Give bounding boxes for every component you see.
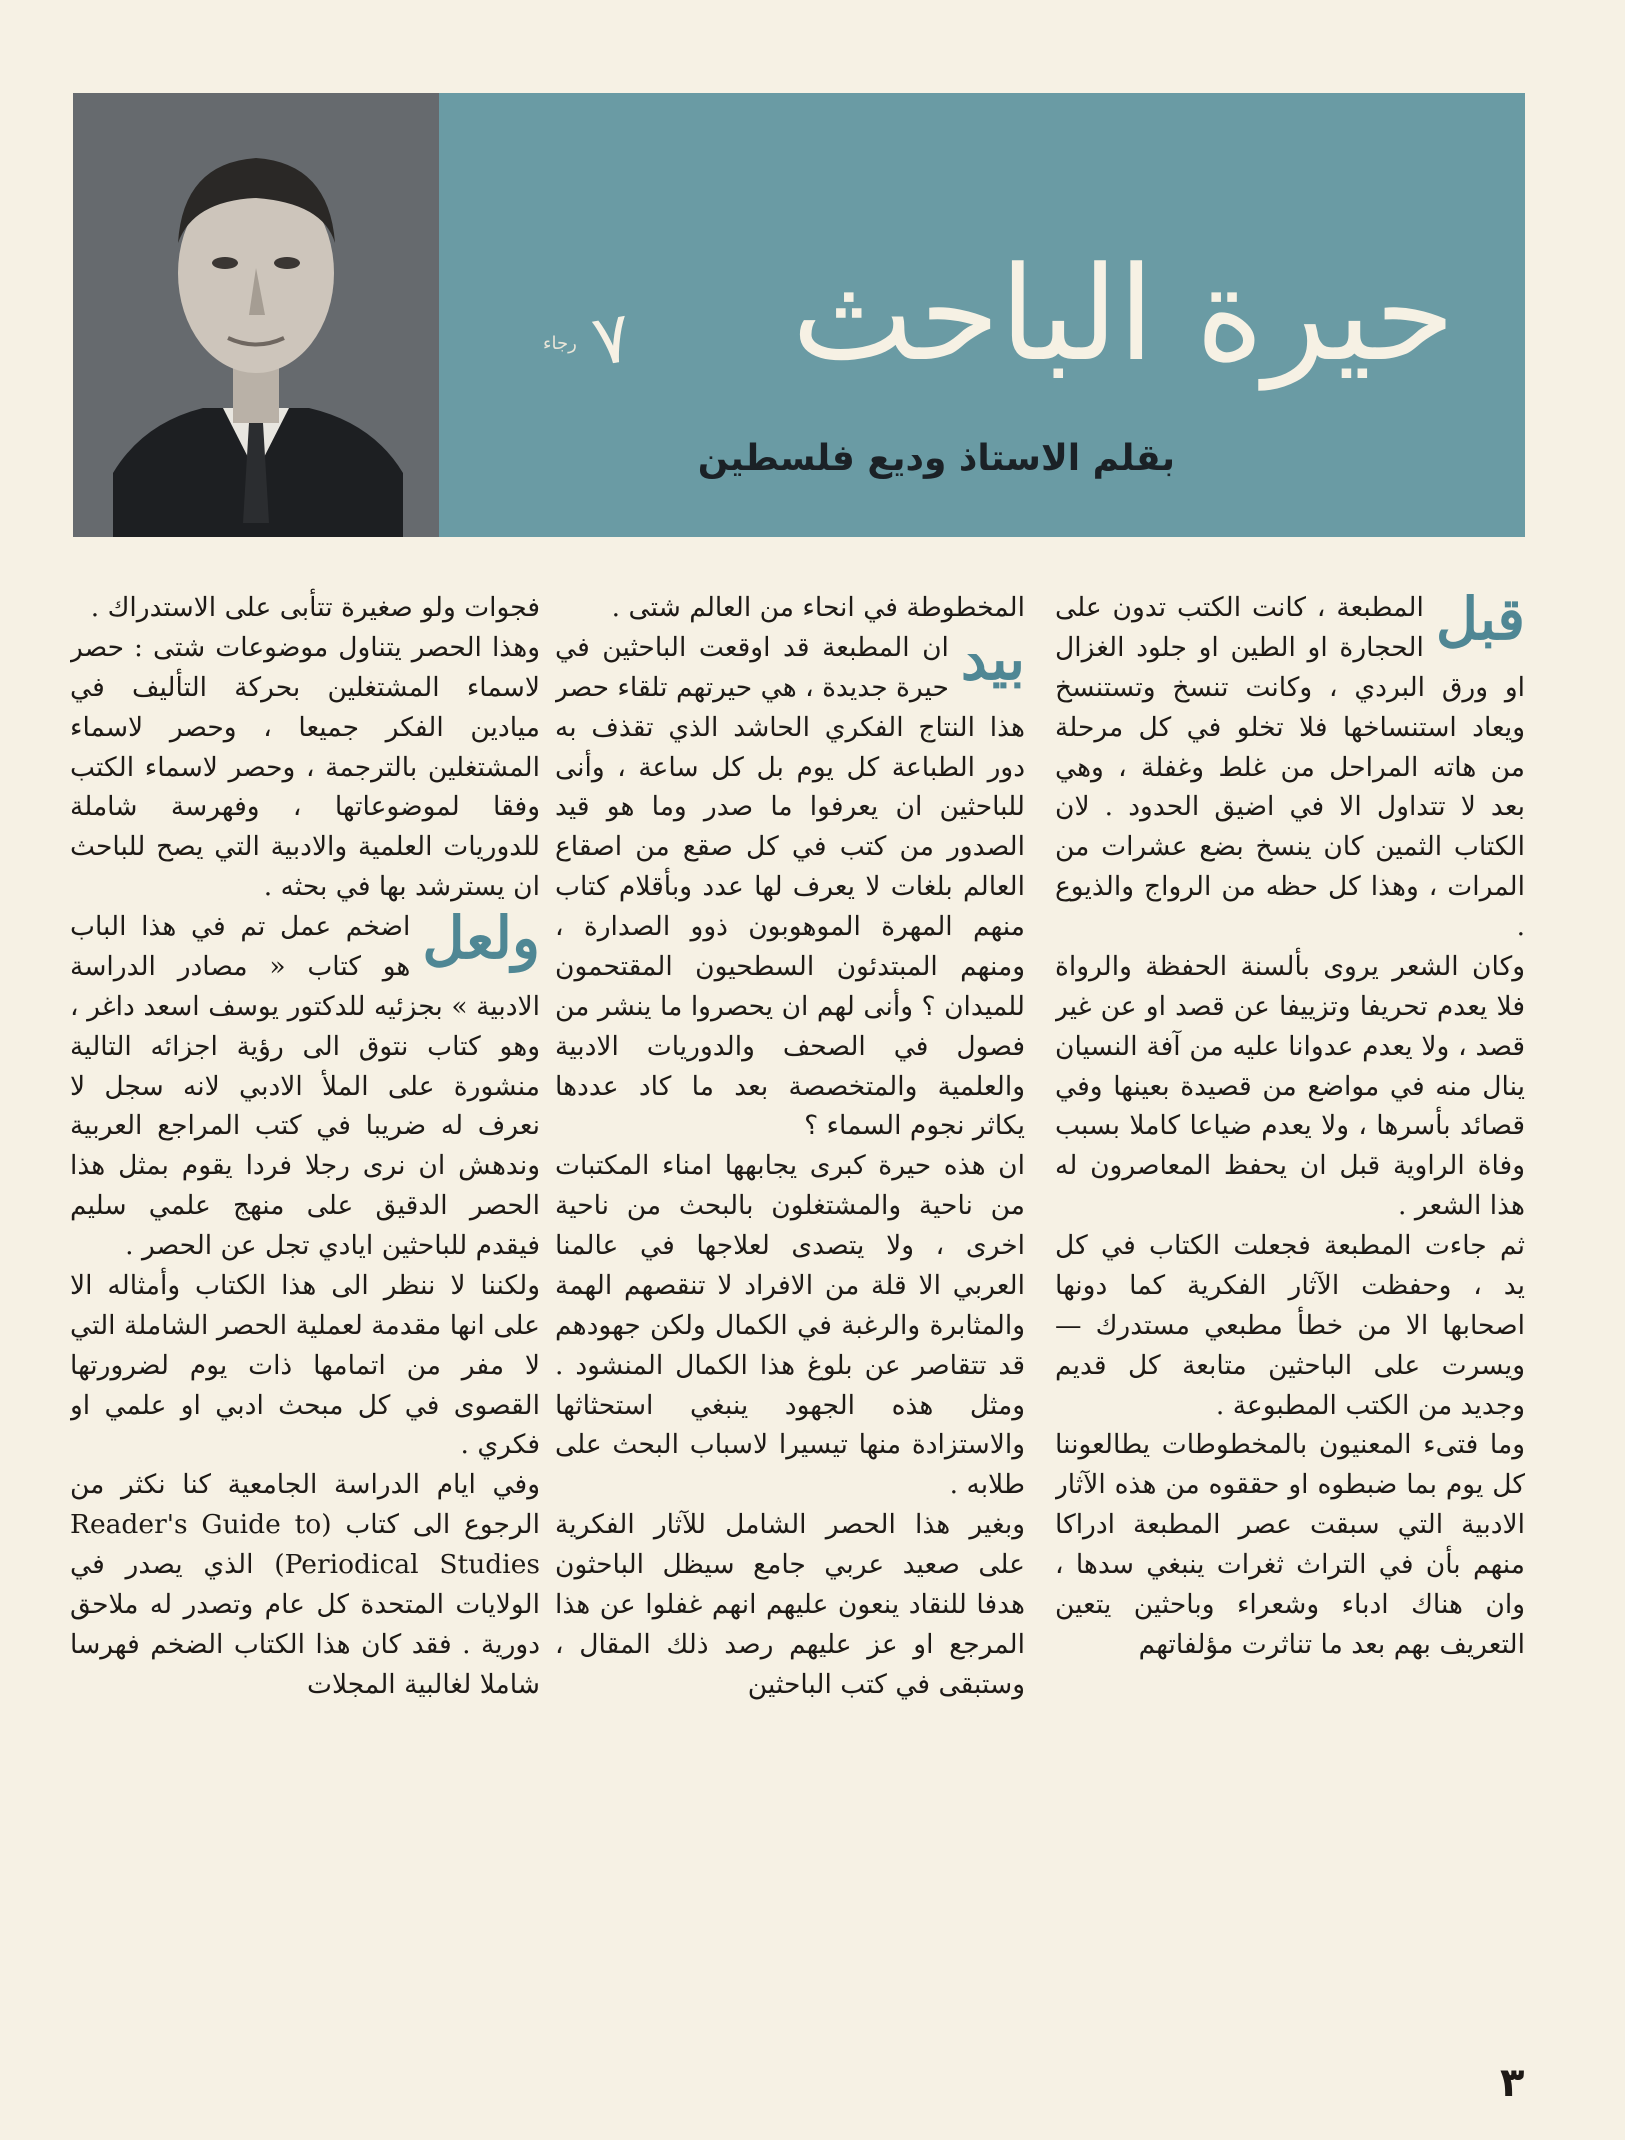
title-ornament: ٧ — [586, 295, 638, 383]
drop-cap-word: ولعل — [422, 904, 540, 972]
paragraph — [70, 904, 540, 1266]
article-header — [73, 93, 1525, 537]
paragraph: فجوات ولو صغيرة تتأبى على الاستدراك . — [90, 592, 540, 623]
paragraph: وهذا الحصر يتناول موضوعات شتى : حصر لاسماء المشتغلين بحركة التأليف في ميادين الفكر جميعا ، وحصر لاسماء المشتغلين بالترجمة ، وحصر لاسماء الكتب وفقا لموضوعاتها ، وفهرسة شاملة للدوريات العلمية والادبية التي يصح للباحث ان يسترشد بها في بحثه . — [70, 631, 540, 903]
paragraph-text: ان المطبعة قد اوقعت الباحثين في حيرة جديدة ، هي حيرتهم تلقاء حصر هذا النتاج الفكري الحاشد الذي تقذف به دور الطباعة كل يوم بل كل ساعة ، وأنى للباحثين ان يعرفوا ما صدر وما هو قيد الصدور من كتب في كل صقع من اصقاع العالم بلغات لا يعرف لها عدد وبأقلام كتاب منهم المهرة الموهوبون ذوو الصدارة ، ومنهم المبتدئون السطحيون المقتحمون للميدان ؟ وأنى لهم ان يحصروا ما ينشر من فصول في الصحف والدوريات الادبية والعلمية والمتخصصة بعد ما كاد عددها يكاثر نجوم السماء ؟ — [555, 631, 1025, 1142]
text-column-1 — [1055, 588, 1525, 2118]
author-portrait — [73, 93, 439, 537]
drop-cap-word: بيد — [960, 624, 1025, 693]
drop-cap-word: قبل — [1435, 588, 1525, 653]
paragraph — [555, 624, 1025, 1146]
paragraph: وبغير هذا الحصر الشامل للآثار الفكرية على صعيد عربي جامع سيظل الباحثون هدفا للنقاد ينعون عليهم انهم غفلوا عن هذا المرجع او عز عليهم رصد ذلك المقال ، وستبقى في كتب الباحثين — [555, 1509, 1025, 1700]
paragraph: ولكننا لا ننظر الى هذا الكتاب وأمثاله الا على انها مقدمة لعملية الحصر الشاملة التي لا مفر من اتمامها ذات يوم لضرورتها القصوى في كل مبحث ادبي او علمي او فكري . — [70, 1269, 540, 1461]
paragraph — [1055, 588, 1525, 947]
paragraph: المخطوطة في انحاء من العالم شتى . — [611, 592, 1025, 623]
paragraph: وفي ايام الدراسة الجامعية كنا نكثر من الرجوع الى كتاب (Reader's Guide to Periodical Studies) الذي يصدر في الولايات المتحدة كل عام وتصدر له ملاحق دورية . فقد كان هذا الكتاب الضخم فهرسا شاملا لغالبية المجلات — [70, 1469, 540, 1700]
paragraph: وما فتىء المعنيون بالمخطوطات يطالعوننا كل يوم بما ضبطوه او حققوه من هذه الآثار الادبية التي سبقت عصر المطبعة ادراكا منهم بأن في التراث ثغرات ينبغي سدها ، وان هناك ادباء وشعراء وباحثين يتعين التعريف بهم بعد ما تناثرت مؤلفاتهم — [1055, 1429, 1525, 1660]
calligrapher-signature: رجاء — [543, 333, 577, 354]
paragraph-text: اضخم عمل تم في هذا الباب هو كتاب « مصادر الدراسة الادبية » بجزئيه للدكتور يوسف اسعد داغر ، وهو كتاب نتوق الى رؤية اجزائه التالية منشورة على الملأ الادبي لانه سجل لا نعرف له ضريبا في كتب المراجع العربية وندهش ان نرى رجلا فردا يقوم بمثل هذا الحصر الدقيق على منهج علمي سليم فيقدم للباحثين ايادي تجل عن الحصر . — [70, 911, 540, 1261]
author-byline: بقلم الاستاذ وديع فلسطين — [697, 438, 1175, 479]
text-column-2 — [555, 588, 1025, 2118]
paragraph: وكان الشعر يروى بألسنة الحفظة والرواة فلا يعدم تحريفا وتزييفا عن قصد او عن غير قصد ، ولا يعدم عدوانا عليه من آفة النسيان ينال منه في مواضع من قصيدة بعينها وفي قصائد بأسرها ، ولا يعدم ضياعا كاملا بسبب وفاة الراوية قبل ان يحفظ المعاصرون له هذا الشعر . — [1055, 950, 1525, 1222]
paragraph: ان هذه حيرة كبرى يجابهها امناء المكتبات من ناحية والمشتغلون بالبحث من ناحية اخرى ، ولا يتصدى لعلاجها في عالمنا العربي الا قلة من الافراد لا تنقصهم الهمة والمثابرة والرغبة في الكمال ولكن جهودهم قد تتقاصر عن بلوغ هذا الكمال المنشود . ومثل هذه الجهود ينبغي استحثاثها والاستزادة منها تيسيرا لاسباب البحث على طلابه . — [555, 1150, 1025, 1501]
paragraph-text: المطبعة ، كانت الكتب تدون على الحجارة او الطين او جلود الغزال او ورق البردي ، وكانت تنسخ وتستنسخ ويعاد استنساخها فلا تخلو في كل مرحلة من هاته المراحل من غلط وغفلة ، وهي بعد لا تتداول الا في اضيق الحدود . لان الكتاب الثمين كان ينسخ بضع عشرات من المرات ، وهذا كل حظه من الرواج والذيوع . — [1055, 592, 1525, 942]
text-column-3 — [70, 588, 540, 2118]
page-number: ٣ — [1500, 2060, 1525, 2106]
article-title: حيرة الباحث — [791, 238, 1455, 390]
paragraph: ثم جاءت المطبعة فجعلت الكتاب في كل يد ، وحفظت الآثار الفكرية كما دونها اصحابها الا من خطأ مطبعي مستدرك — ويسرت على الباحثين متابعة كل قديم وجديد من الكتب المطبوعة . — [1055, 1230, 1525, 1421]
